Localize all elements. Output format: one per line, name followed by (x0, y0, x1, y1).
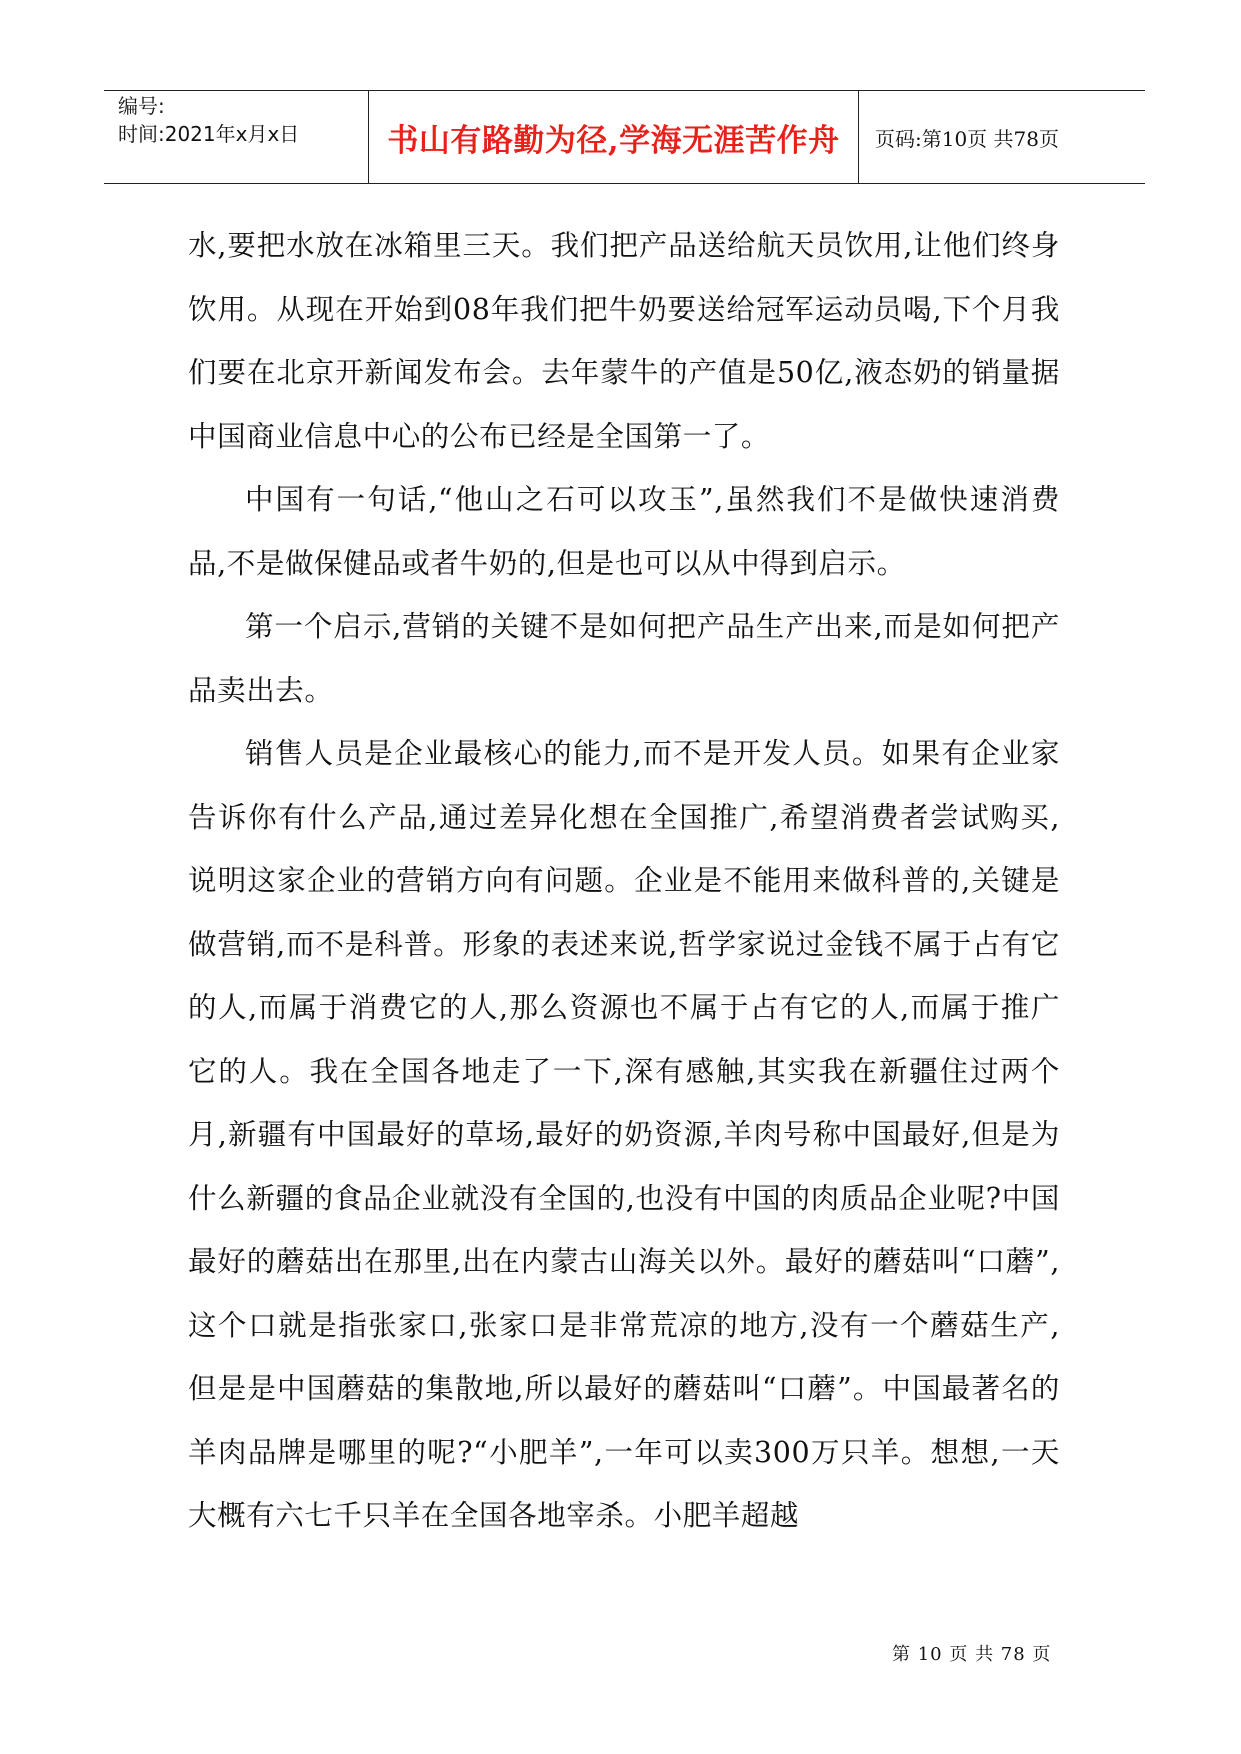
paragraph: 销售人员是企业最核心的能力,而不是开发人员。如果有企业家告诉你有什么产品,通过差异化想在全国推广,希望消费者尝试购买,说明这家企业的营销方向有问题。企业是不能用来做科普的,关键是做营销,而不是科普。形象的表述来说,哲学家说过金钱不属于占有它的人,而属于消费它的人,那么资源也不属于占有它的人,而属于推广它的人。我在全国各地走了一下,深有感触,其实我在新疆住过两个月,新疆有中国最好的草场,最好的奶资源,羊肉号称中国最好,但是为什么新疆的食品企业就没有全国的,也没有中国的肉质品企业呢?中国最好的蘑菇出在那里,出在内蒙古山海关以外。最好的蘑菇叫“口蘑”,这个口就是指张家口,张家口是非常荒凉的地方,没有一个蘑菇生产,但是是中国蘑菇的集散地,所以最好的蘑菇叫“口蘑”。中国最著名的羊肉品牌是哪里的呢?“小肥羊”,一年可以卖300万只羊。想想,一天大概有六七千只羊在全国各地宰杀。小肥羊超越 (188, 737, 1060, 1532)
page-footer: 第 10 页 共 78 页 (892, 1644, 1052, 1665)
page-info-text: 页码:第10页 共78页 (875, 126, 1059, 151)
paragraph: 第一个启示,营销的关键不是如何把产品生产出来,而是如何把产品卖出去。 (188, 610, 1060, 707)
paragraph: 中国有一句话,“他山之石可以攻玉”,虽然我们不是做快速消费品,不是做保健品或者牛奶的,但是也可以从中得到启示。 (188, 483, 1060, 580)
serial-number-label: 编号: (118, 94, 165, 118)
document-body (188, 214, 1060, 1548)
page-header (104, 90, 1145, 184)
header-page-info (859, 91, 1145, 183)
header-motto (369, 91, 859, 183)
header-meta (104, 91, 369, 183)
motto-text: 书山有路勤为径,学海无涯苦作舟 (387, 122, 840, 159)
time-label: 时间:2021年x月x日 (118, 122, 300, 146)
paragraph: 水,要把水放在冰箱里三天。我们把产品送给航天员饮用,让他们终身饮用。从现在开始到08年我们把牛奶要送给冠军运动员喝,下个月我们要在北京开新闻发布会。去年蒙牛的产值是50亿,液态奶的销量据中国商业信息中心的公布已经是全国第一了。 (188, 229, 1060, 453)
